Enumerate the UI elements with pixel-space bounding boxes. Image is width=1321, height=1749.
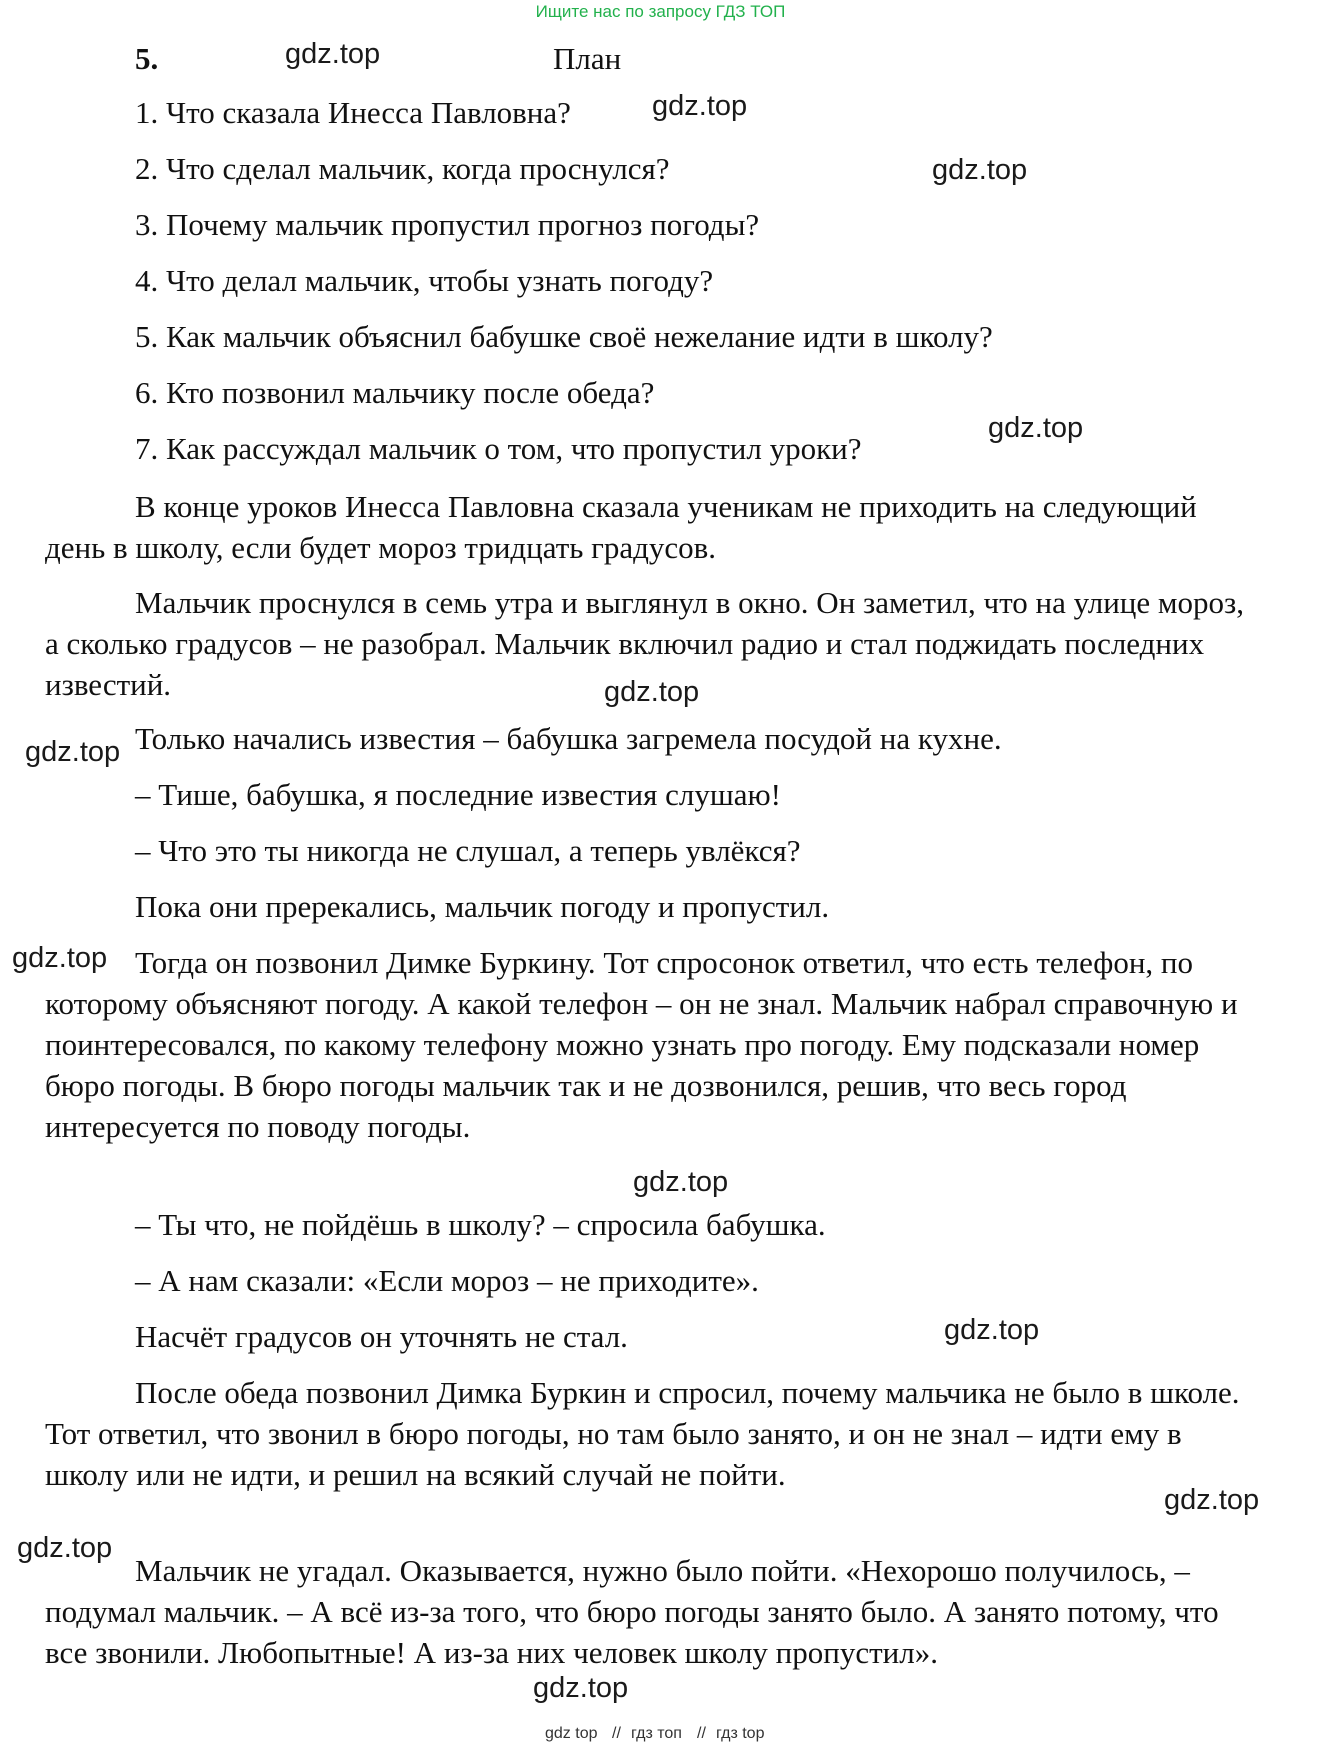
plan-item: 6. Кто позвонил мальчику после обеда? [135, 375, 655, 410]
paragraph: Насчёт градусов он уточнять не стал. [135, 1319, 628, 1354]
watermark: gdz.top [533, 1672, 629, 1704]
plan-title: План [553, 41, 622, 76]
dialogue-line: – Что это ты никогда не слушал, а теперь увлёкся? [135, 833, 801, 868]
paragraph: Только начались известия – бабушка загремела посудой на кухне. [135, 721, 1002, 756]
paragraph: В конце уроков Инесса Павловна сказала ученикам не приходить на следующий день в школу, если будет мороз тридцать градусов. [45, 489, 1197, 565]
watermark: gdz.top [17, 1532, 113, 1564]
paragraph: Тогда он позвонил Димке Буркину. Тот спросонок ответил, что есть телефон, по которому объясняют погоду. А какой телефон – он не знал. Мальчик набрал справочную и поинтересовался, по какому телефону можно узнать про погоду. Ему подсказали номер бюро погоды. В бюро погоды мальчик так и не дозвонился, решив, что весь город интересуется по поводу погоды. [45, 945, 1238, 1144]
watermark: gdz.top [652, 90, 748, 122]
dialogue-line: – Ты что, не пойдёшь в школу? – спросила бабушка. [135, 1207, 826, 1242]
watermark: gdz.top [988, 412, 1084, 444]
watermark: gdz.top [604, 676, 700, 708]
plan-item: 1. Что сказала Инесса Павловна? [135, 95, 571, 130]
footer-separator: // [697, 1725, 706, 1742]
watermark: gdz.top [285, 38, 381, 70]
paragraph: Мальчик проснулся в семь утра и выглянул в окно. Он заметил, что на улице мороз, а сколько градусов – не разобрал. Мальчик включил радио и стал поджидать последних известий. [45, 585, 1245, 702]
watermark: gdz.top [25, 736, 121, 768]
plan-item: 5. Как мальчик объяснил бабушке своё нежелание идти в школу? [135, 319, 993, 354]
paragraph: После обеда позвонил Димка Буркин и спросил, почему мальчика не было в школе. Тот ответил, что звонил в бюро погоды, но там было занято, и он не знал – идти ему в школу или не идти, и решил на всякий случай не пойти. [45, 1375, 1240, 1492]
watermark: gdz.top [12, 942, 108, 974]
plan-item: 3. Почему мальчик пропустил прогноз погоды? [135, 207, 760, 242]
footer-link[interactable]: гдз top [716, 1725, 765, 1742]
dialogue-line: – А нам сказали: «Если мороз – не приходите». [135, 1263, 759, 1298]
paragraph: Пока они пререкались, мальчик погоду и пропустил. [135, 889, 830, 924]
watermark: gdz.top [932, 154, 1028, 186]
paragraph: Мальчик не угадал. Оказывается, нужно было пойти. «Нехорошо получилось, – подумал мальчик. – А всё из-за того, что бюро погоды занято было. А занято потому, что все звонили. Любопытные! А из-за них человек школу пропустил». [45, 1553, 1219, 1670]
footer-link[interactable]: gdz top [545, 1725, 598, 1742]
watermark: gdz.top [633, 1166, 729, 1198]
footer-separator: // [612, 1725, 621, 1742]
plan-item: 4. Что делал мальчик, чтобы узнать погоду? [135, 263, 714, 298]
top-banner[interactable]: Ищите нас по запросу ГДЗ ТОП [535, 2, 786, 21]
plan-item: 7. Как рассуждал мальчик о том, что пропустил уроки? [135, 431, 862, 466]
exercise-number: 5. [135, 41, 159, 76]
watermark: gdz.top [1164, 1484, 1260, 1516]
dialogue-line: – Тише, бабушка, я последние известия слушаю! [135, 777, 781, 812]
footer-link[interactable]: гдз топ [631, 1725, 682, 1742]
watermark: gdz.top [944, 1314, 1040, 1346]
plan-item: 2. Что сделал мальчик, когда проснулся? [135, 151, 670, 186]
